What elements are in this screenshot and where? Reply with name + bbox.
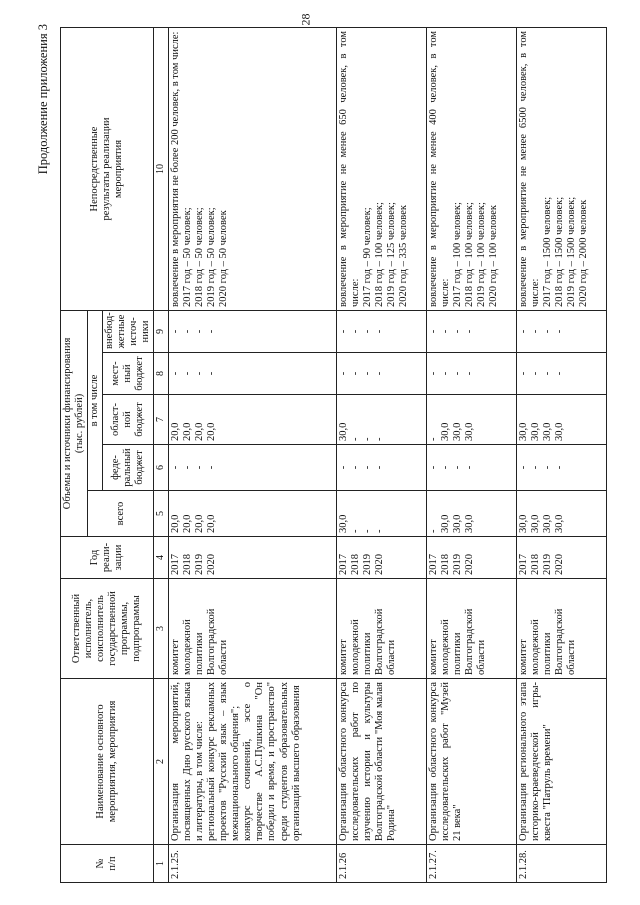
row-extrabudget: - - - -	[426, 310, 516, 352]
header-extrabudget: внебюд- жетные источ- ники	[103, 310, 154, 352]
column-number: 6	[154, 445, 169, 491]
header-num: № п/п	[61, 845, 154, 883]
row-regional: 30,0 30,0 30,0 30,0	[516, 395, 606, 445]
row-name: Организация регионального этапа историко-краеведческой игры-квеста "Патруль времени"	[516, 679, 606, 845]
program-table	[60, 27, 607, 883]
row-executor: комитет молодежной политики Волгоградской области	[168, 579, 336, 679]
row-years: 2017 2018 2019 2020	[336, 537, 426, 579]
column-number: 8	[154, 353, 169, 395]
header-incl: в том числе	[88, 310, 103, 490]
column-number: 9	[154, 310, 169, 352]
row-regional: 30,0 - - -	[336, 395, 426, 445]
header-name: Наименование основного мероприятия, мероприятия	[61, 679, 154, 845]
row-federal: - - - -	[516, 445, 606, 491]
column-numbers-row	[154, 27, 169, 882]
row-executor: комитет молодежной политики Волгоградской области	[336, 579, 426, 679]
row-federal: - - - -	[168, 445, 336, 491]
header-results: Непосредственные результаты реализации мероприятия	[61, 27, 154, 310]
header-local: мест- ный бюджет	[103, 353, 154, 395]
row-local: - - - -	[336, 353, 426, 395]
header-row-1	[61, 27, 88, 882]
column-number: 7	[154, 395, 169, 445]
row-local: - - - -	[516, 353, 606, 395]
table-row	[426, 27, 516, 882]
row-number: 2.1.26	[336, 845, 426, 883]
appendix-caption: Продолжение приложения 3	[36, 24, 50, 175]
row-result: вовлечение в мероприятие не менее 400 человек, в том числе: 2017 год – 100 человек; 2018 год – 100 человек; 2019 год – 100 человек; 2020 год – 100 человек	[426, 27, 516, 310]
row-years: 2017 2018 2019 2020	[516, 537, 606, 579]
row-local: - - - -	[426, 353, 516, 395]
table-row	[516, 27, 606, 882]
row-years: 2017 2018 2019 2020	[168, 537, 336, 579]
header-year: Год реали- зации	[61, 537, 154, 579]
column-number: 4	[154, 537, 169, 579]
row-federal: - - - -	[336, 445, 426, 491]
table-row	[168, 27, 336, 882]
row-regional: - 30,0 30,0 30,0	[426, 395, 516, 445]
row-federal: - - - -	[426, 445, 516, 491]
row-executor: комитет молодежной политики Волгоградской области	[516, 579, 606, 679]
row-number: 2.1.27.	[426, 845, 516, 883]
row-regional: 20,0 20,0 20,0 20,0	[168, 395, 336, 445]
column-number: 10	[154, 27, 169, 310]
row-name: Организация мероприятий, посвященных Дню русского языка и литературы, в том числе: региональный конкурс рекламных проектов "Русский язык – язык межнационального общения"; конкурс сочинений, эссе о творчестве А.С.Пушкина "Он победил и время, и пространство" среди студентов образовательных организаций высшего образования	[168, 679, 336, 845]
row-number: 2.1.25.	[168, 845, 336, 883]
column-number: 2	[154, 679, 169, 845]
row-result: вовлечение в мероприятие не менее 650 человек, в том числе: 2017 год – 90 человек; 2018 год – 100 человек; 2019 год – 125 человек; 2020 год – 335 человек	[336, 27, 426, 310]
row-result: вовлечение в мероприятие не менее 6500 человек, в том числе: 2017 год – 1500 человек; 2018 год – 1500 человек; 2019 год – 1500 человек; 2020 год – 2000 человек	[516, 27, 606, 310]
row-executor: комитет молодежной политики Волгоградской области	[426, 579, 516, 679]
row-total: 20,0 20,0 20,0 20,0	[168, 491, 336, 537]
row-extrabudget: - - - -	[168, 310, 336, 352]
column-number: 3	[154, 579, 169, 679]
row-name: Организация областного конкурса исследовательских работ "Музей 21 века"	[426, 679, 516, 845]
row-extrabudget: - - - -	[516, 310, 606, 352]
column-number: 1	[154, 845, 169, 883]
row-extrabudget: - - - -	[336, 310, 426, 352]
row-total: 30,0 - - -	[336, 491, 426, 537]
header-funding: Объемы и источники финансирования (тыс. рублей)	[61, 310, 88, 536]
table-row	[336, 27, 426, 882]
header-federal: феде- ральный бюджет	[103, 445, 154, 491]
header-regional: област- ной бюджет	[103, 395, 154, 445]
row-number: 2.1.28.	[516, 845, 606, 883]
row-name: Организация областного конкурса исследовательских работ по изучению истории и культуры Волгоградской области "Моя малая Родина"	[336, 679, 426, 845]
row-total: 30,0 30,0 30,0 30,0	[516, 491, 606, 537]
row-total: - 30,0 30,0 30,0	[426, 491, 516, 537]
page-number: 28	[298, 13, 313, 26]
column-number: 5	[154, 491, 169, 537]
header-total: всего	[88, 491, 154, 537]
row-local: - - - -	[168, 353, 336, 395]
row-years: 2017 2018 2019 2020	[426, 537, 516, 579]
header-executor: Ответственный исполнитель, соисполнитель государственной программы, подпрограммы	[61, 579, 154, 679]
row-result: вовлечение в мероприятия не более 200 человек, в том числе: 2017 год – 50 человек; 2018 год – 50 человек; 2019 год – 50 человек; 2020 год – 50 человек	[168, 27, 336, 310]
